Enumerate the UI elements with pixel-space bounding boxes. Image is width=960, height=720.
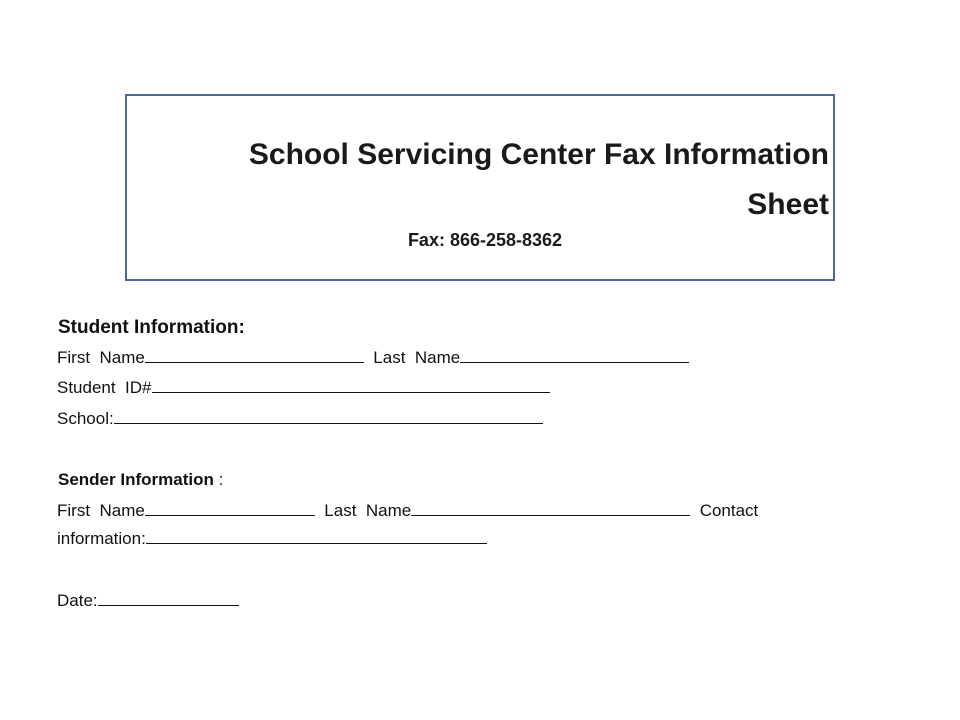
header-box (125, 94, 835, 281)
date-row (57, 591, 239, 611)
student-last-name-field[interactable] (460, 348, 689, 363)
school-field[interactable] (114, 409, 543, 424)
sender-section-title-text: Sender Information (58, 470, 214, 489)
sender-last-name-label: Last Name (324, 501, 412, 520)
student-section-title: Student Information: (58, 317, 245, 338)
sender-section-title (58, 470, 223, 490)
page-title (189, 130, 829, 230)
sender-contact-row (57, 529, 487, 549)
title-line-2: Sheet (747, 188, 829, 221)
sender-contact-cont-label: information: (57, 529, 146, 548)
student-name-row (57, 348, 689, 368)
student-id-label: Student ID# (57, 378, 152, 397)
sender-section-colon: : (213, 470, 224, 489)
title-line-1: School Servicing Center Fax Information (248, 138, 829, 171)
school-row (57, 409, 543, 429)
sender-contact-label: Contact (699, 501, 759, 520)
date-label: Date: (57, 591, 98, 610)
fax-number: Fax: 866-258-8362 (407, 230, 563, 250)
student-id-row (57, 378, 550, 398)
sender-first-name-field[interactable] (145, 501, 315, 516)
school-label: School: (57, 409, 114, 428)
student-id-field[interactable] (152, 378, 550, 393)
student-first-name-field[interactable] (145, 348, 364, 363)
date-field[interactable] (98, 591, 239, 606)
sender-contact-field[interactable] (146, 529, 487, 544)
student-first-name-label: First Name (57, 348, 145, 367)
sender-name-row (57, 501, 758, 521)
sender-last-name-field[interactable] (411, 501, 690, 516)
student-last-name-label: Last Name (373, 348, 461, 367)
sender-first-name-label: First Name (57, 501, 145, 520)
